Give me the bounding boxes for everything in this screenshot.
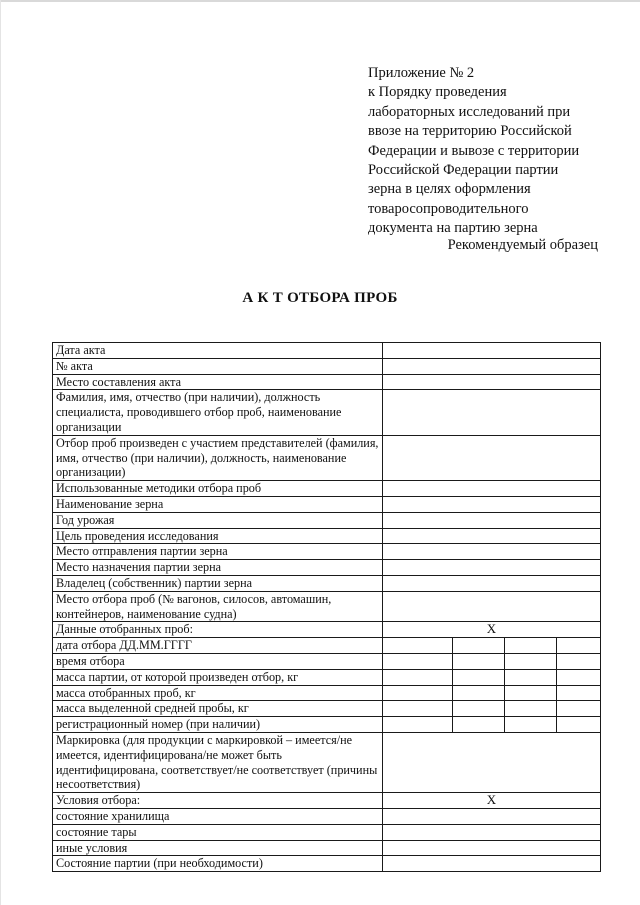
table-row [53,793,601,809]
value-cell[interactable] [505,685,557,701]
value-cell[interactable] [383,591,601,622]
value-cell[interactable] [383,343,601,359]
sample-note: Рекомендуемый образец [447,237,598,253]
value-cell[interactable] [383,435,601,480]
value-cell[interactable] [557,669,601,685]
value-cell[interactable] [383,685,453,701]
table-row [53,560,601,576]
appendix-line: документа на партию зерна [368,220,538,237]
table-row [53,638,601,654]
value-cell[interactable] [383,717,453,733]
row-label: иные условия [53,840,383,856]
appendix-line: Приложение № 2 [368,65,475,81]
value-cell[interactable] [383,512,601,528]
row-label: время отбора [53,653,383,669]
row-label: масса партии, от которой произведен отбор, кг [53,669,383,685]
table-row [53,575,601,591]
table-row [53,591,601,622]
table-row [53,374,601,390]
table-row [53,544,601,560]
table-row [53,496,601,512]
value-cell[interactable] [383,528,601,544]
table-row [53,824,601,840]
value-cell[interactable] [557,685,601,701]
appendix-header [368,64,608,239]
value-cell[interactable] [505,638,557,654]
table-row [53,343,601,359]
table-row [53,685,601,701]
table-row [53,481,601,497]
act-table [52,342,601,872]
value-cell[interactable] [557,717,601,733]
value-cell[interactable] [505,717,557,733]
value-cell[interactable] [383,560,601,576]
row-label: Данные отобранных проб: [53,622,383,638]
row-label: Цель проведения исследования [53,528,383,544]
row-label: Место назначения партии зерна [53,560,383,576]
row-label: состояние хранилища [53,808,383,824]
value-cell[interactable] [383,669,453,685]
document-title: А К Т ОТБОРА ПРОБ [242,290,398,306]
row-label: масса отобранных проб, кг [53,685,383,701]
row-label: № акта [53,358,383,374]
row-label: Маркировка (для продукции с маркировкой – имеется/не имеется, идентифицирована/не может быть идентифицирована, соответствует/не соответствует (причины несоответствия) [53,732,383,792]
row-label: дата отбора ДД.ММ.ГГГГ [53,638,383,654]
table-row [53,669,601,685]
row-label: Отбор проб произведен с участием представителей (фамилия, имя, отчество (при наличии), должность, наименование организации) [53,435,383,480]
table-row [53,435,601,480]
table-row [53,701,601,717]
value-cell[interactable] [453,669,505,685]
value-cell[interactable] [505,669,557,685]
value-cell[interactable] [383,808,601,824]
value-cell[interactable] [453,685,505,701]
appendix-line: товаросопроводительного [368,200,529,217]
table-row [53,622,601,638]
value-cell[interactable] [383,824,601,840]
appendix-line: зерна в целях оформления [368,181,531,198]
row-label: масса выделенной средней пробы, кг [53,701,383,717]
page-edge [0,0,1,905]
value-cell[interactable] [383,496,601,512]
row-label: Состояние партии (при необходимости) [53,856,383,872]
value-cell[interactable] [383,481,601,497]
not-applicable-mark: Х [383,793,601,809]
value-cell[interactable] [453,717,505,733]
value-cell[interactable] [383,575,601,591]
row-label: Место составления акта [53,374,383,390]
row-label: Год урожая [53,512,383,528]
value-cell[interactable] [453,638,505,654]
table-row [53,717,601,733]
value-cell[interactable] [505,701,557,717]
row-label: состояние тары [53,824,383,840]
table-row [53,840,601,856]
value-cell[interactable] [383,732,601,792]
value-cell[interactable] [453,701,505,717]
value-cell[interactable] [383,374,601,390]
row-label: Место отправления партии зерна [53,544,383,560]
table-row [53,653,601,669]
value-cell[interactable] [453,653,505,669]
page-edge [0,0,640,2]
appendix-line: лабораторных исследований при [368,103,571,120]
table-row [53,808,601,824]
value-cell[interactable] [383,701,453,717]
row-label: регистрационный номер (при наличии) [53,717,383,733]
value-cell[interactable] [383,358,601,374]
row-label: Наименование зерна [53,496,383,512]
value-cell[interactable] [383,856,601,872]
row-label: Условия отбора: [53,793,383,809]
value-cell[interactable] [557,638,601,654]
value-cell[interactable] [557,653,601,669]
table-row [53,528,601,544]
table-row [53,358,601,374]
table-row [53,512,601,528]
row-label: Место отбора проб (№ вагонов, силосов, автомашин, контейнеров, наименование судна) [53,591,383,622]
row-label: Дата акта [53,343,383,359]
value-cell[interactable] [557,701,601,717]
value-cell[interactable] [505,653,557,669]
appendix-line: к Порядку проведения [368,84,507,101]
appendix-line: Федерации и вывозе с территории [368,142,580,159]
value-cell[interactable] [383,653,453,669]
row-label: Фамилия, имя, отчество (при наличии), должность специалиста, проводившего отбор проб, наименование организации [53,390,383,435]
row-label: Использованные методики отбора проб [53,481,383,497]
table-row [53,732,601,792]
not-applicable-mark: Х [383,622,601,638]
appendix-line: Российской Федерации партии [368,162,559,179]
value-cell[interactable] [383,544,601,560]
value-cell[interactable] [383,390,601,435]
row-label: Владелец (собственник) партии зерна [53,575,383,591]
value-cell[interactable] [383,638,453,654]
value-cell[interactable] [383,840,601,856]
appendix-line: ввозе на территорию Российской [368,123,572,140]
table-row [53,390,601,435]
table-row [53,856,601,872]
